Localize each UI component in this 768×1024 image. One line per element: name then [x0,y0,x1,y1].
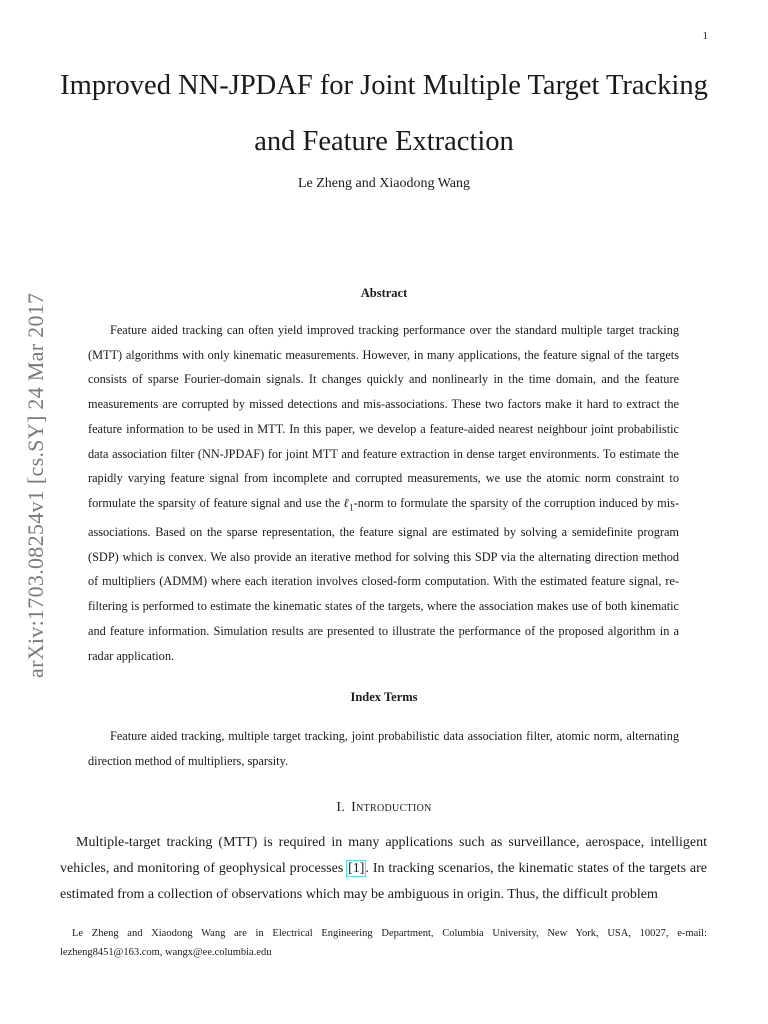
arxiv-stamp: arXiv:1703.08254v1 [cs.SY] 24 Mar 2017 [23,292,48,678]
index-terms-body: Feature aided tracking, multiple target tracking, joint probabilistic data association filter, atomic norm, alternating direction method of multipliers, sparsity. [88,729,679,768]
citation-link[interactable]: [1] [348,861,365,876]
l1-norm-symbol [343,495,354,513]
norm-letter: ℓ [343,495,350,510]
section-heading-introduction [60,800,708,816]
introduction-body [60,830,707,908]
abstract-text-part-2: -norm to formulate the sparsity of the corruption induced by mis-associations. Based on the sparse representation, the feature signal are estimated by solving a semidefinite program (SDP) which is convex. We also provide an iterative method for solving this SDP via the alternating direction method of multipliers (ADMM) where each iteration involves closed-form computation. With the estimated feature signal, re-filtering is performed to estimate the kinematic states of the targets, where the association makes use of both kinematic and feature information. Simulation results are presented to illustrate the performance of the proposed algorithm in a radar application. [88,495,679,663]
abstract-text-part-1: Feature aided tracking can often yield improved tracking performance over the standard multiple target tracking (MTT) algorithms with only kinematic measurements. However, in many applications, the feature signal of the targets consists of sparse Fourier-domain signals. It changes quickly and nonlinearly in the time domain, and the feature measurements are corrupted by missed detections and mis-associations. These two factors make it hard to extract the feature information to be used in MTT. In this paper, we develop a feature-aided nearest neighbour joint probabilistic data association filter (NN-JPDAF) for joint MTT and feature extraction in dense target environments. To estimate the rapidly varying feature signal from incomplete and corrupted measurements, we use the atomic norm constraint to formulate the sparsity of feature signal and use the [88,323,679,510]
paper-authors: Le Zheng and Xiaodong Wang [297,176,470,191]
index-terms-heading: Index Terms [350,690,418,704]
page-number: 1 [702,30,708,42]
section-title: Introduction [351,800,432,815]
abstract-heading: Abstract [360,286,408,300]
section-number: I. [336,800,346,815]
intro-text-part-2: . In tracking scenarios, the kinematic states of the targets are estimated from a collection of observations which may be ambiguous in origin. Thus, the difficult problem [60,861,708,902]
intro-text-part-1: Multiple-target tracking (MTT) is required in many applications such as surveillance, aerospace, intelligent vehicles, and monitoring of geophysical processes [60,835,707,876]
paper-title: Improved NN-JPDAF for Joint Multiple Target Tracking and Feature Extraction [60,70,708,157]
norm-subscript: 1 [349,502,354,513]
author-affiliation-footnote: Le Zheng and Xiaodong Wang are in Electrical Engineering Department, Columbia University, New York, USA, 10027, e-mail: lezheng8451@163.com, wangx@ee.columbia.edu [60,928,707,958]
abstract-body [88,318,679,668]
